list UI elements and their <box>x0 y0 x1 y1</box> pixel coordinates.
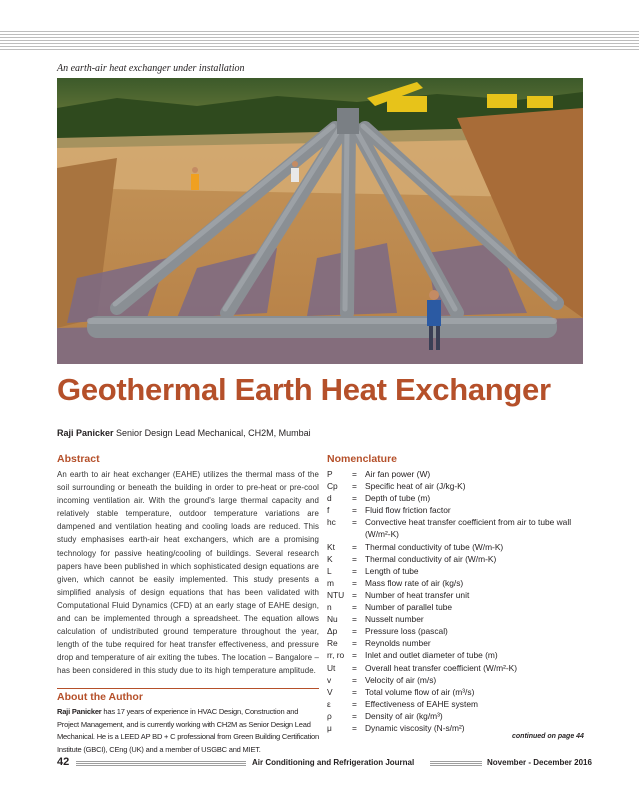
nomenclature-row <box>327 541 597 553</box>
nomenclature-sym: Ut <box>327 662 336 673</box>
nomenclature-def: Length of tube <box>365 565 419 576</box>
page-number: 42 <box>57 756 70 768</box>
footer-issue: November - December 2016 <box>487 758 592 767</box>
nomenclature-row <box>327 589 597 601</box>
nomenclature-eq: = <box>352 722 357 733</box>
nomenclature-sym: hc <box>327 517 336 528</box>
nomenclature-sym: d <box>327 493 332 504</box>
nomenclature-eq: = <box>352 614 357 625</box>
nomenclature-def: Number of parallel tube <box>365 602 453 613</box>
nomenclature-row <box>327 492 597 504</box>
nomenclature-eq: = <box>352 589 357 600</box>
nomenclature-def: Nusselt number <box>365 614 424 625</box>
nomenclature-def: Convective heat transfer coefficient from air to tube wall (W/m²-K) <box>365 517 572 540</box>
nomenclature-sym: L <box>327 565 332 576</box>
header-hatch-band <box>0 30 639 50</box>
nomenclature-def: Thermal conductivity of air (W/m-K) <box>365 553 497 564</box>
nomenclature-def: Pressure loss (pascal) <box>365 626 448 637</box>
nomenclature-eq: = <box>352 662 357 673</box>
nomenclature-sym: v <box>327 674 332 685</box>
about-author-name: Raji Panicker <box>57 707 102 716</box>
nomenclature-def: Reynolds number <box>365 638 431 649</box>
footer-rule-left <box>76 760 246 766</box>
nomenclature-def: Effectiveness of EAHE system <box>365 698 478 709</box>
about-author-heading: About the Author <box>57 691 143 703</box>
nomenclature-sym: Cp <box>327 481 338 492</box>
nomenclature-eq: = <box>352 577 357 588</box>
nomenclature-sym: rr, ro <box>327 650 345 661</box>
nomenclature-def: Mass flow rate of air (kg/s) <box>365 577 464 588</box>
about-author-text <box>57 706 319 756</box>
nomenclature-sym: f <box>327 505 330 516</box>
nomenclature-eq: = <box>352 686 357 697</box>
nomenclature-def: Fluid flow friction factor <box>365 505 451 516</box>
article-title: Geothermal Earth Heat Exchanger <box>57 372 551 407</box>
about-author-bio: has 17 years of experience in HVAC Design, Construction and Project Management, and is currently working with CH2M as Senior Design Lead Mechanical. He is a LEED AP BD + C professional from Green Building Certification Institute (GBCI), CEng (UK) and a member of USGBC and MIET. <box>57 707 319 754</box>
nomenclature-def: Dynamic viscosity (N-s/m²) <box>365 722 465 733</box>
footer-journal-name: Air Conditioning and Refrigeration Journal <box>252 758 415 767</box>
nomenclature-sym: n <box>327 602 332 613</box>
nomenclature-eq: = <box>352 602 357 613</box>
nomenclature-sym: K <box>327 553 333 564</box>
nomenclature-eq: = <box>352 481 357 492</box>
nomenclature-eq: = <box>352 565 357 576</box>
nomenclature-sym: ε <box>327 698 331 709</box>
nomenclature-sym: Δp <box>327 626 338 637</box>
nomenclature-row <box>327 686 597 698</box>
abstract-text: An earth to air heat exchanger (EAHE) utilizes the thermal mass of the soil surrounding or beneath the building in order to pre-heat or pre-cool incoming ventilation air. With the ground's large thermal capacity and relatively stable temperature, outdoor temperature variations are dampened and ventilation heating and cooling loads are reduced. This study emphasises earth-air heat exchangers, which are a promising technology for passive heating/cooling of buildings. Several research papers have been published in which sophisticated design equations are given, which cannot be easily implemented. This study presents a simplified analysis of design equations that has been validated with Computational Fluid Dynamics (CFD) at an early stage of EAHE design, and can be implemented through a spreadsheet. The equation allows calculation of undistributed ground temperature throughout the year, length of the tube required for heat transfer effectiveness, and pressure drop and temperature of air exiting the tubes. The location – Bangalore – has been considered in this study due to its high temperature amplitude. <box>57 470 319 676</box>
nomenclature-eq: = <box>352 469 357 479</box>
nomenclature-table <box>327 468 597 734</box>
nomenclature-row <box>327 553 597 565</box>
nomenclature-sym: V <box>327 686 333 697</box>
nomenclature-def: Density of air (kg/m³) <box>365 710 443 721</box>
nomenclature-eq: = <box>352 710 357 721</box>
nomenclature-eq: = <box>352 493 357 504</box>
nomenclature-def: Overall heat transfer coefficient (W/m²-K) <box>365 662 518 673</box>
nomenclature-row <box>327 480 597 492</box>
continued-note: continued on page 44 <box>512 733 584 740</box>
nomenclature-def: Specific heat of air (J/kg-K) <box>365 481 466 492</box>
nomenclature-eq: = <box>352 517 357 528</box>
nomenclature-def: Thermal conductivity of tube (W/m-K) <box>365 541 504 552</box>
byline-author-name: Raji Panicker <box>57 428 114 438</box>
byline-author-role: Senior Design Lead Mechanical, CH2M, Mumbai <box>116 428 311 438</box>
nomenclature-sym: Re <box>327 638 338 649</box>
nomenclature-row <box>327 674 597 686</box>
nomenclature-sym: NTU <box>327 589 345 600</box>
nomenclature-row <box>327 504 597 516</box>
nomenclature-eq: = <box>352 674 357 685</box>
nomenclature-row <box>327 625 597 637</box>
nomenclature-sym: m <box>327 577 334 588</box>
nomenclature-row <box>327 662 597 674</box>
abstract-section <box>57 453 319 678</box>
nomenclature-row <box>327 613 597 625</box>
installation-photo <box>57 78 583 364</box>
nomenclature-section <box>327 453 597 734</box>
nomenclature-sym: μ <box>327 722 332 733</box>
nomenclature-eq: = <box>352 626 357 637</box>
nomenclature-eq: = <box>352 505 357 516</box>
nomenclature-def: Depth of tube (m) <box>365 493 431 504</box>
nomenclature-sym: ρ <box>327 710 332 721</box>
about-author-section <box>57 688 319 756</box>
nomenclature-row <box>327 649 597 661</box>
nomenclature-def: Inlet and outlet diameter of tube (m) <box>365 650 498 661</box>
nomenclature-eq: = <box>352 698 357 709</box>
nomenclature-row <box>327 468 597 480</box>
nomenclature-eq: = <box>352 541 357 552</box>
nomenclature-row <box>327 565 597 577</box>
nomenclature-row <box>327 601 597 613</box>
nomenclature-eq: = <box>352 650 357 661</box>
nomenclature-sym: Kt <box>327 541 335 552</box>
nomenclature-eq: = <box>352 638 357 649</box>
nomenclature-sym: P <box>327 469 333 479</box>
footer-rule-right <box>430 760 482 766</box>
nomenclature-eq: = <box>352 553 357 564</box>
nomenclature-def: Total volume flow of air (m³/s) <box>365 686 475 697</box>
photo-caption: An earth-air heat exchanger under installation <box>57 63 245 74</box>
nomenclature-row <box>327 516 597 540</box>
author-byline <box>57 428 311 438</box>
nomenclature-sym: Nu <box>327 614 338 625</box>
nomenclature-heading: Nomenclature <box>327 453 398 465</box>
nomenclature-row <box>327 710 597 722</box>
nomenclature-def: Number of heat transfer unit <box>365 589 470 600</box>
nomenclature-row <box>327 698 597 710</box>
nomenclature-row <box>327 577 597 589</box>
abstract-heading: Abstract <box>57 453 100 465</box>
nomenclature-def: Velocity of air (m/s) <box>365 674 437 685</box>
nomenclature-row <box>327 637 597 649</box>
nomenclature-def: Air fan power (W) <box>365 469 431 479</box>
